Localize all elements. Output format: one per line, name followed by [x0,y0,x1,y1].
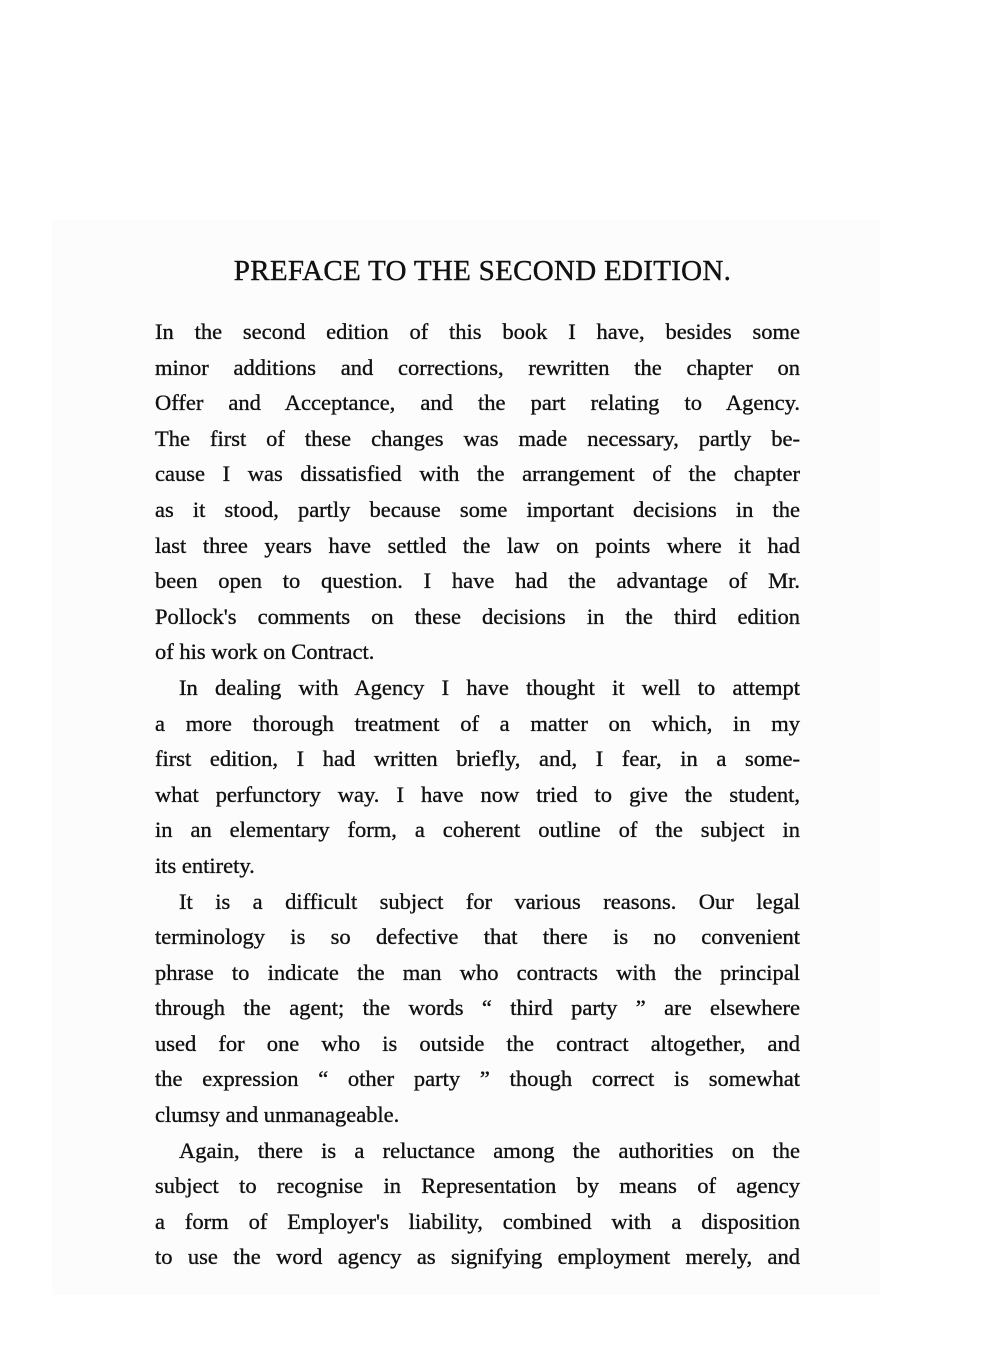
text-line: minor additions and corrections, rewritten the chapter on [155,354,800,380]
text-line: of his work on Contract. [155,639,375,665]
text-line: the expression “ other party ” though correct is somewhat [155,1066,800,1092]
paragraph-4 [155,1133,800,1275]
paragraph-1 [155,314,800,670]
text-line: to use the word agency as signifying employment merely, and [155,1244,800,1270]
text-line: used for one who is outside the contract altogether, and [155,1030,800,1056]
text-line: first edition, I had written briefly, and, I fear, in a some- [155,746,800,772]
text-line: as it stood, partly because some important decisions in the [155,496,800,522]
text-line: subject to recognise in Representation by means of agency [155,1173,800,1199]
page-title: PREFACE TO THE SECOND EDITION. [233,255,732,287]
text-line: clumsy and unmanageable. [155,1102,400,1128]
text-line: a form of Employer's liability, combined with a disposition [155,1208,800,1234]
text-line: Pollock's comments on these decisions in the third edition [155,603,800,629]
text-line: through the agent; the words “ third party ” are elsewhere [155,995,800,1021]
text-line: cause I was dissatisfied with the arrangement of the chapter [155,461,800,487]
text-line: phrase to indicate the man who contracts with the principal [155,959,800,985]
text-line: It is a difficult subject for various reasons. Our legal [179,888,800,914]
text-line: last three years have settled the law on points where it had [155,532,800,558]
paragraph-3 [155,884,800,1133]
text-line: what perfunctory way. I have now tried to give the student, [155,781,800,807]
paragraph-2 [155,670,800,884]
text-line: Again, there is a reluctance among the authorities on the [179,1137,800,1163]
preface-body [155,314,800,1275]
text-line: been open to question. I have had the advantage of Mr. [155,568,800,594]
book-page [155,252,800,1275]
text-line: In the second edition of this book I have, besides some [155,319,800,344]
text-line: its entirety. [155,852,255,878]
text-line: terminology is so defective that there is no convenient [155,924,800,950]
text-line: The first of these changes was made necessary, partly be- [155,425,800,451]
text-line: in an elementary form, a coherent outline of the subject in [155,817,800,843]
text-line: Offer and Acceptance, and the part relating to Agency. [155,390,800,416]
text-line: a more thorough treatment of a matter on which, in my [155,710,800,736]
text-line: In dealing with Agency I have thought it well to attempt [179,674,800,700]
